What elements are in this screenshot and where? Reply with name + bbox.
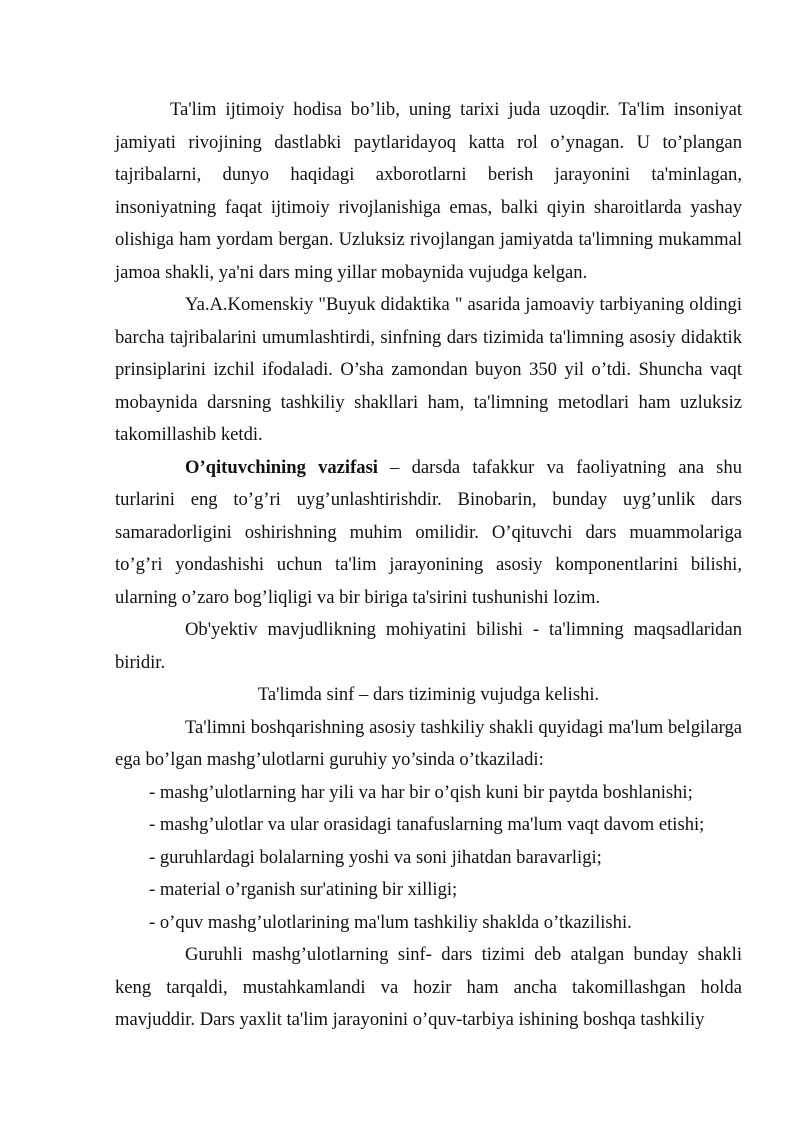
list-item: - mashg’ulotlar va ular orasidagi tanafuslarning ma'lum vaqt davom etishi; [149,814,705,835]
document-page [115,94,742,1037]
list-item: - o’quv mashg’ulotlarining ma'lum tashkiliy shaklda o’tkazilishi. [149,911,632,933]
list-item: - guruhlardagi bolalarning yoshi va soni jihatdan baravarligi; [149,846,602,868]
list-item: - material o’rganish sur'atining bir xilligi; [149,879,458,900]
paragraph-3 [115,452,742,615]
list-item: - mashg’ulotlarning har yili va har bir o’qish kuni bir paytda boshlanishi; [149,781,693,803]
paragraph-3-bold-term: O’qituvchining vazifasi [185,456,378,478]
paragraph-4: Ob'yektiv mavjudlikning mohiyatini bilishi - ta'limning maqsadlaridan biridir. [115,619,742,673]
paragraph-1: Ta'lim ijtimoiy hodisa bo’lib, uning tarixi juda uzoqdir. Ta'lim insoniyat jamiyati rivojining dastlabki paytlaridayoq katta rol o’ynagan. U to’plangan tajribalarni, dunyo haqidagi axborotlarni berish jarayonini ta'minlagan, insoniyatning faqat ijtimoiy rivojlanishiga emas, balki qiyin sharoitlarda yashay olishiga ham yordam bergan. Uzluksiz rivojlangan jamiyatda ta'limning mukammal jamoa shakli, ya'ni dars ming yillar mobaynida vujudga kelgan. [115,99,742,283]
section-heading: Ta'limda sinf – dars tiziminig vujudga kelishi. [257,684,600,705]
paragraph-3-text: – darsda tafakkur va faoliyatning ana shu turlarini eng to’g’ri uyg’unlashtirishdir. Binobarin, bunday uyg’unlik dars samaradorligini oshirishning muhim omilidir. O’qituvchi dars muammolariga to’g’ri yondashishi uchun ta'lim jarayonining asosiy komponentlarini bilishi, ularning o’zaro bog’liqligi va bir biriga ta'sirini tushunishi lozim. [115,456,742,608]
paragraph-6: Guruhli mashg’ulotlarning sinf- dars tizimi deb atalgan bunday shakli keng tarqaldi, mustahkamlandi va hozir ham ancha takomillashgan holda mavjuddir. Dars yaxlit ta'lim jarayonini o’quv-tarbiya ishining boshqa tashkiliy [115,944,742,1030]
paragraph-5: Ta'limni boshqarishning asosiy tashkiliy shakli quyidagi ma'lum belgilarga ega bo’lgan mashg’ulotlarni guruhiy yo’sinda o’tkaziladi: [115,716,742,770]
paragraph-2: Ya.A.Komenskiy "Buyuk didaktika " asarida jamoaviy tarbiyaning oldingi barcha tajribalarini umumlashtirdi, sinfning dars tizimida ta'limning asosiy didaktik prinsiplarini izchil ifodaladi. O’sha zamondan buyon 350 yil o’tdi. Shuncha vaqt mobaynida darsning tashkiliy shakllari ham, ta'limning metodlari ham uzluksiz takomillashib ketdi. [115,294,742,445]
